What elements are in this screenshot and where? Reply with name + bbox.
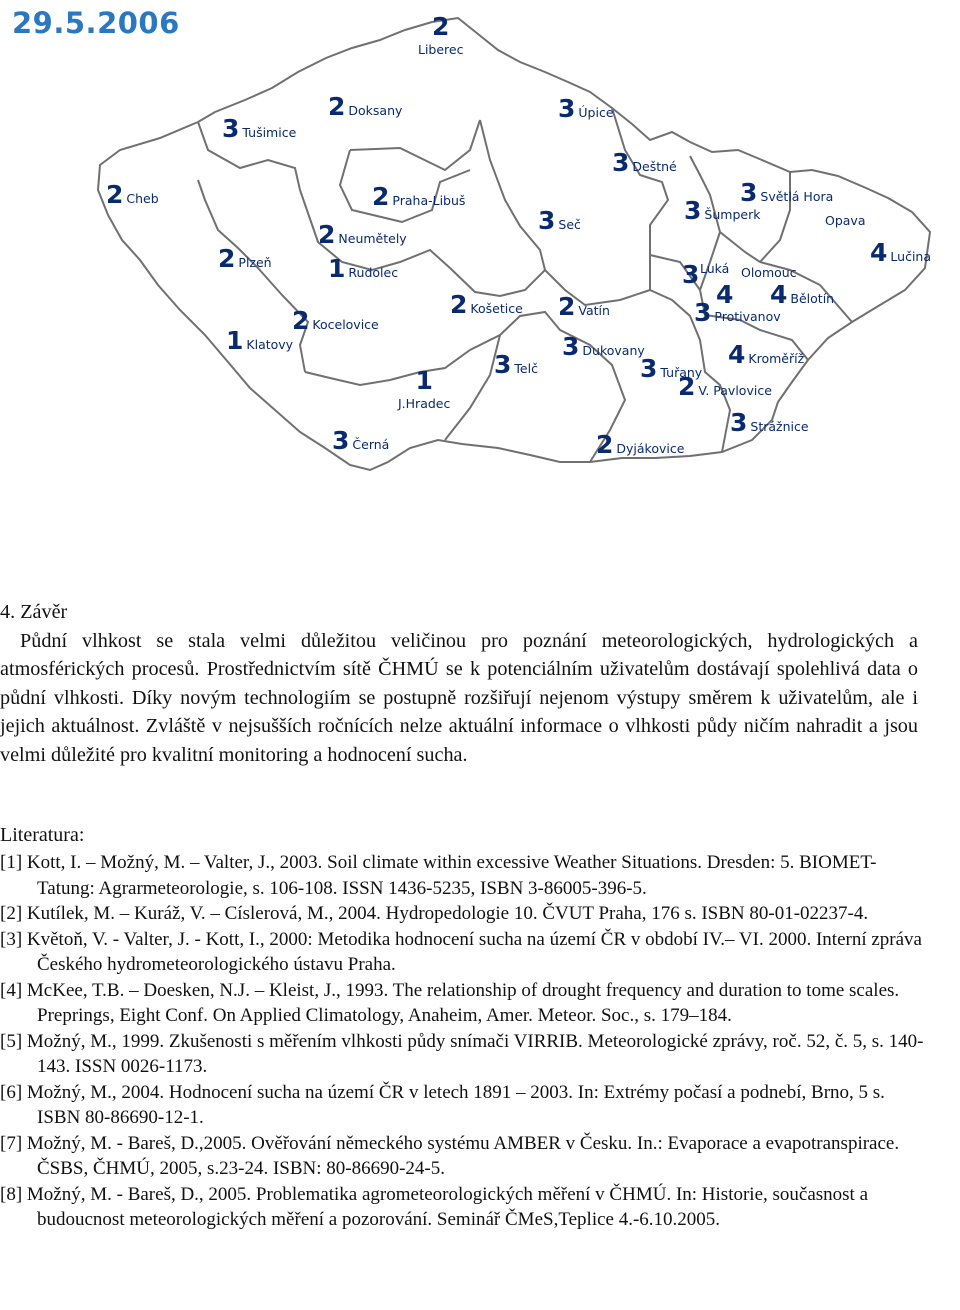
reference-item: [3] Květoň, V. - Valter, J. - Kott, I., 2000: Metodika hodnocení sucha na území ČR v období IV.– VI. 2000. Interní zpráva Českého hydrometeorologického ústavu Praha.	[0, 928, 922, 975]
station-marker	[328, 94, 402, 119]
station-value: 2	[596, 430, 614, 459]
station-name: Kroměříž	[748, 351, 805, 366]
station-value: 3	[612, 148, 630, 177]
station-value: 2	[678, 372, 696, 401]
conclusion-paragraph: Půdní vlhkost se stala velmi důležitou veličinou pro poznání meteorologických, hydrologických a atmosférických procesů. Prostřednictvím sítě ČHMÚ se k potenciálním uživatelům dostávají spolehlivá data o půdní vlhkosti. Díky novým technologiím se postupně rozšiřují nejenom výstupy směrem k uživatelům, ale i jejich aktuálnost. Zvláště v nejsušších ročnících nelze aktuální informace o vlhkosti půdy ničím nahradit a jsou velmi důležité pro kvalitní monitoring a hodnocení sucha.	[0, 629, 918, 766]
station-value: 3	[558, 94, 576, 123]
reference-item: [2] Kutílek, M. – Kuráž, V. – Císlerová, M., 2004. Hydropedologie 10. ČVUT Praha, 176 s. ISBN 80-01-02237-4.	[0, 903, 869, 924]
station-marker	[538, 208, 581, 233]
station-value: 3	[538, 206, 556, 235]
station-marker	[870, 240, 931, 265]
map-boundaries	[0, 0, 960, 560]
station-marker	[682, 260, 730, 289]
station-marker	[494, 352, 538, 377]
station-value: 3	[684, 196, 702, 225]
station-value: 3	[682, 260, 700, 289]
station-value: 2	[106, 180, 124, 209]
station-marker	[318, 222, 407, 247]
station-name: Lučina	[890, 249, 932, 264]
station-value: 4	[870, 238, 888, 267]
station-value: 4	[728, 340, 746, 369]
reference-item: [7] Možný, M. - Bareš, D.,2005. Ověřování německého systému AMBER v Česku. In.: Evaporace a evapotranspirace. ČSBS, ČHMÚ, 2005, s.23-24. ISBN: 80-86690-24-5.	[0, 1132, 900, 1179]
soil-moisture-map	[0, 0, 960, 560]
station-name: Světlá Hora	[760, 189, 834, 204]
station-value: 2	[558, 292, 576, 321]
station-name: Praha-Libuš	[392, 193, 466, 208]
station-marker	[398, 368, 450, 412]
station-name: Seč	[558, 217, 581, 232]
station-name: Dyjákovice	[616, 441, 685, 456]
station-marker	[822, 214, 866, 229]
reference-item: [8] Možný, M. - Bareš, D., 2005. Problematika agrometeorologických měření v ČHMÚ. In: Historie, současnost a budoucnost meteorologických měření a pozorování. Seminář ČMeS,Teplice 4.-6.10.2005.	[0, 1183, 869, 1230]
station-marker	[372, 184, 465, 209]
station-value: 3	[494, 350, 512, 379]
station-name: Šumperk	[704, 207, 761, 222]
station-value: 2	[318, 220, 336, 249]
station-name: Telč	[514, 361, 538, 376]
station-value: 4	[716, 280, 734, 309]
station-value: 2	[450, 290, 468, 319]
region-border	[350, 120, 480, 170]
region-border	[480, 120, 545, 270]
station-name: Plzeň	[238, 255, 272, 270]
station-value: 2	[328, 92, 346, 121]
literature-heading: Literatura:	[0, 824, 85, 846]
station-name: Strážnice	[750, 419, 809, 434]
station-name: Olomouc	[741, 265, 797, 280]
station-marker	[226, 328, 293, 353]
station-value: 3	[694, 298, 712, 327]
station-name: Klatovy	[246, 337, 294, 352]
reference-item: [6] Možný, M., 2004. Hodnocení sucha na území ČR v letech 1891 – 2003. In: Extrémy počasí a podnebí, Brno, 5 s. ISBN 80-86690-12-1.	[0, 1081, 885, 1128]
station-name: Protivanov	[714, 309, 781, 324]
station-name: Vatín	[578, 303, 610, 318]
station-value: 2	[372, 182, 390, 211]
station-name: Liberec	[418, 42, 464, 57]
station-name: Tušimice	[242, 125, 297, 140]
station-name: Úpice	[578, 105, 614, 120]
station-name: Košetice	[470, 301, 523, 316]
region-border	[612, 108, 668, 290]
station-marker	[694, 300, 781, 325]
station-marker	[332, 428, 389, 453]
station-marker	[292, 308, 379, 333]
map-date: 29.5.2006	[12, 6, 180, 40]
region-border	[445, 335, 500, 440]
station-name: Kocelovice	[312, 317, 379, 332]
station-marker	[418, 14, 464, 58]
station-name: Luká	[700, 261, 730, 276]
reference-item: [4] McKee, T.B. – Doesken, N.J. – Kleist, J., 1993. The relationship of drought frequency and duration to tome scales. Preprings, Eight Conf. On Applied Climatology, Anaheim, Amer. Meteor. Soc., s. 179–184.	[0, 979, 900, 1026]
station-name: Cheb	[126, 191, 159, 206]
station-value: 3	[730, 408, 748, 437]
station-marker	[738, 266, 797, 281]
station-value: 1	[226, 326, 244, 355]
station-marker	[612, 150, 677, 175]
station-marker	[684, 198, 760, 223]
station-marker	[450, 292, 523, 317]
station-marker	[562, 334, 645, 359]
station-name: Neumětely	[338, 231, 407, 246]
station-marker	[222, 116, 296, 141]
station-value: 3	[222, 114, 240, 143]
station-name: Bělotín	[790, 291, 835, 306]
station-value: 1	[415, 366, 433, 395]
station-name: Doksany	[348, 103, 403, 118]
reference-item: [1] Kott, I. – Možný, M. – Valter, J., 2003. Soil climate within excessive Weather Situations. Dresden: 5. BIOMET-Tatung: Agrarmeteorologie, s. 106-108. ISSN 1436-5235, ISBN 3-86005-396-5.	[0, 852, 877, 899]
station-name: Rudolec	[348, 265, 399, 280]
station-value: 2	[218, 244, 236, 273]
station-value: 2	[292, 306, 310, 335]
reference-item: [5] Možný, M., 1999. Zkušenosti s měřením vlhkosti půdy snímači VIRRIB. Meteorologické zprávy, roč. 52, č. 5, s. 140-143. ISSN 0026-1173.	[0, 1030, 924, 1077]
station-marker	[728, 342, 804, 367]
station-value: 3	[332, 426, 350, 455]
station-name: Dukovany	[582, 343, 645, 358]
station-name: J.Hradec	[398, 396, 451, 411]
station-marker	[106, 182, 159, 207]
station-marker	[730, 410, 809, 435]
station-marker	[678, 374, 772, 399]
station-name: Opava	[825, 213, 866, 228]
station-name: Deštné	[632, 159, 677, 174]
station-name: V. Pavlovice	[698, 383, 772, 398]
station-marker	[596, 432, 684, 457]
reference-list	[0, 850, 930, 1233]
station-value: 4	[770, 280, 788, 309]
station-name: Černá	[352, 437, 390, 452]
station-marker	[558, 294, 610, 319]
station-value: 3	[740, 178, 758, 207]
station-marker	[328, 256, 398, 281]
section-heading: 4. Závěr	[0, 601, 68, 623]
station-marker	[558, 96, 614, 121]
station-marker	[218, 246, 272, 271]
station-value: 3	[640, 354, 658, 383]
station-value: 1	[328, 254, 346, 283]
conclusion-section	[0, 598, 918, 769]
station-name: Tuřany	[660, 365, 703, 380]
station-value: 2	[432, 12, 450, 41]
station-value: 3	[562, 332, 580, 361]
